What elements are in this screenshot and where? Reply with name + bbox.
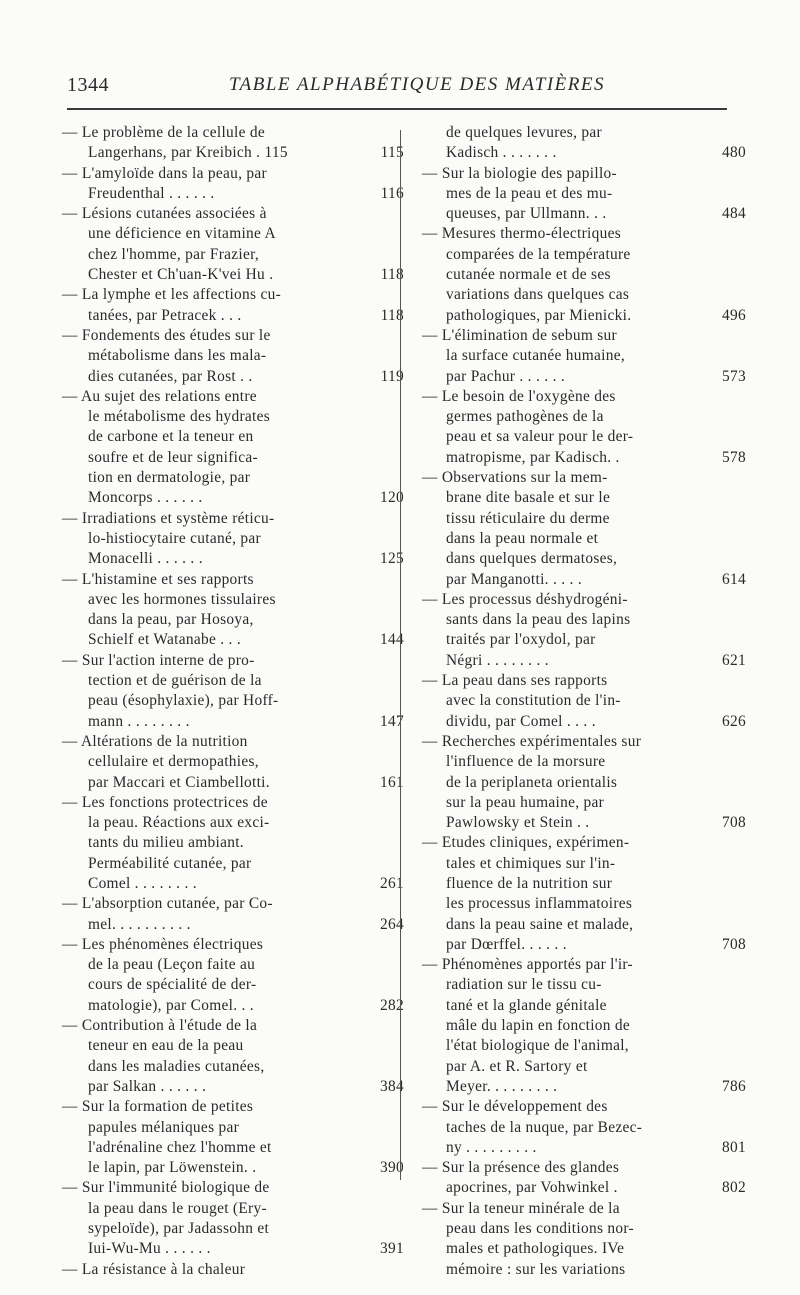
entry-line: mes de la peau et des mu- (446, 184, 613, 202)
entry-line: — Etudes cliniques, expérimen- (422, 834, 630, 852)
index-entry (62, 894, 404, 935)
entry-line: l'influence de la morsure (446, 753, 606, 771)
index-entry (62, 570, 404, 651)
page-reference: 614 (722, 570, 746, 588)
page-reference: 621 (722, 651, 746, 669)
index-entry (62, 326, 404, 387)
entry-line: queuses, par Ullmann. . . 484 (422, 204, 742, 224)
entry-line: peau (ésophylaxie), par Hoff- (88, 692, 279, 710)
page-reference: 119 (380, 367, 404, 385)
index-entry (62, 285, 404, 326)
entry-line: — Fondements des études sur le (62, 326, 271, 344)
entry-line: mémoire : sur les variations (446, 1260, 626, 1278)
page-reference: 264 (380, 915, 404, 933)
index-entry (422, 468, 746, 590)
entry-line: par A. et R. Sartory et (446, 1057, 588, 1075)
entry-line: — Les phénomènes électriques (62, 935, 264, 953)
entry-line: une déficience en vitamine A (88, 225, 276, 243)
page-reference: 626 (722, 712, 746, 730)
entry-line: le lapin, par Löwenstein. . 390 (62, 1158, 392, 1178)
entry-line: — L'histamine et ses rapports (62, 570, 254, 588)
entry-line: dans la peau saine et malade, (446, 915, 634, 933)
entry-line: — Sur l'action interne de pro- (62, 651, 255, 669)
entry-line: par Pachur . . . . . . 573 (422, 367, 742, 387)
entry-line: Comel . . . . . . . . 261 (62, 874, 392, 894)
entry-line: par Maccari et Ciambellotti. 161 (62, 773, 392, 793)
entry-line: Perméabilité cutanée, par (88, 854, 252, 872)
index-entry (422, 671, 746, 732)
entry-line: métabolisme dans les mala- (88, 347, 267, 365)
entry-line: Langerhans, par Kreibich . 115 115 (62, 143, 392, 163)
index-entry (422, 1199, 742, 1280)
page-reference: 282 (380, 996, 404, 1014)
entry-line: variations dans quelques cas (446, 286, 630, 304)
entry-line: — L'élimination de sebum sur (422, 326, 617, 344)
entry-line: l'adrénaline chez l'homme et (88, 1138, 272, 1156)
index-entry (62, 1016, 404, 1097)
entry-line: la surface cutanée humaine, (446, 347, 626, 365)
index-entry (62, 509, 404, 570)
index-entry (422, 1158, 746, 1199)
entry-line: — Au sujet des relations entre (62, 387, 257, 405)
page-reference: 786 (722, 1077, 746, 1095)
entry-line: tales et chimiques sur l'in- (446, 854, 616, 872)
page-reference: 496 (722, 306, 746, 324)
index-entry (62, 1097, 404, 1178)
entry-line: — Sur le développement des (422, 1098, 608, 1116)
entry-line: dans les maladies cutanées, (88, 1057, 265, 1075)
entry-line: traités par l'oxydol, par (446, 631, 596, 649)
entry-line: Iui-Wu-Mu . . . . . . 391 (62, 1239, 392, 1259)
entry-line: soufre et de leur significa- (88, 448, 258, 466)
entry-line: peau et sa valeur pour le der- (446, 428, 634, 446)
entry-line: tanées, par Petracek . . . 118 (62, 306, 392, 326)
entry-line: dans la peau normale et (446, 529, 599, 547)
entry-line: — Sur la biologie des papillo- (422, 164, 617, 182)
entry-line: sypeloïde), par Jadassohn et (88, 1220, 270, 1238)
entry-line: mel. . . . . . . . . . 264 (62, 915, 392, 935)
entry-line: — La peau dans ses rapports (422, 672, 608, 690)
entry-line: tion en dermatologie, par (88, 469, 251, 487)
entry-line: — Sur la présence des glandes (422, 1159, 620, 1177)
page-reference: 118 (380, 306, 404, 324)
entry-line: cellulaire et dermopathies, (88, 753, 259, 771)
entry-line: teneur en eau de la peau (88, 1037, 244, 1055)
entry-line: males et pathologiques. IVe (446, 1240, 625, 1258)
page-reference: 573 (722, 367, 746, 385)
index-entry (422, 955, 746, 1097)
entry-line: — La lymphe et les affections cu- (62, 286, 282, 304)
entry-line: dividu, par Comel . . . . 626 (422, 712, 742, 732)
entry-line: mâle du lapin en fonction de (446, 1017, 631, 1035)
entry-line: pathologiques, par Mienicki. 496 (422, 306, 742, 326)
index-entry (62, 164, 404, 205)
entry-line: Meyer. . . . . . . . . 786 (422, 1077, 742, 1097)
entry-line: Pawlowsky et Stein . . 708 (422, 813, 742, 833)
index-entry (62, 1178, 404, 1259)
entry-line: par Dœrffel. . . . . . 708 (422, 935, 742, 955)
entry-line: — Sur l'immunité biologique de (62, 1179, 270, 1197)
entry-line: — Recherches expérimentales sur (422, 732, 642, 750)
page-reference: 116 (380, 184, 404, 202)
index-entry (422, 123, 746, 164)
index-entry (422, 326, 746, 387)
index-entry (422, 833, 746, 955)
entry-line: sur la peau humaine, par (446, 793, 605, 811)
entry-line: Moncorps . . . . . . 120 (62, 488, 392, 508)
left-column (62, 123, 404, 1280)
entry-line: mann . . . . . . . . 147 (62, 712, 392, 732)
index-entry (422, 732, 746, 833)
entry-line: matropisme, par Kadisch. . 578 (422, 448, 742, 468)
entry-line: ny . . . . . . . . . 801 (422, 1138, 742, 1158)
entry-line: — Les processus déshydrogéni- (422, 590, 628, 608)
entry-line: cutanée normale et de ses (446, 266, 611, 284)
page-reference: 708 (722, 814, 746, 832)
entry-line: dans la peau, par Hosoya, (88, 611, 254, 629)
entry-line: germes pathogènes de la (446, 408, 604, 426)
entry-line: la peau. Réactions aux exci- (88, 814, 270, 832)
entry-line: — Les fonctions protectrices de (62, 793, 268, 811)
right-column (422, 123, 746, 1280)
entry-line: — Le problème de la cellule de (62, 124, 266, 141)
entry-line: — L'absorption cutanée, par Co- (62, 895, 273, 913)
entry-line: de quelques levures, par (446, 124, 602, 141)
entry-line: Négri . . . . . . . . 621 (422, 651, 742, 671)
entry-line: brane dite basale et sur le (446, 489, 611, 507)
entry-line: le métabolisme des hydrates (88, 408, 271, 426)
entry-line: de la peau (Leçon faite au (88, 956, 256, 974)
index-entry (422, 1097, 746, 1158)
header-rule (67, 108, 727, 110)
page-reference: 144 (380, 631, 404, 649)
entry-line: matologie), par Comel. . . 282 (62, 996, 392, 1016)
page-reference: 261 (380, 874, 404, 892)
entry-line: — Irradiations et système réticu- (62, 509, 275, 527)
entry-line: — Contribution à l'étude de la (62, 1017, 258, 1035)
index-entry (62, 1260, 392, 1280)
index-entry (422, 590, 746, 671)
page-reference: 120 (380, 489, 404, 507)
entry-line: — Observations sur la mem- (422, 469, 608, 487)
entry-line: chez l'homme, par Frazier, (88, 245, 260, 263)
entry-line: l'état biologique de l'animal, (446, 1037, 629, 1055)
entry-line: radiation sur le tissu cu- (446, 976, 602, 994)
page-reference: 802 (722, 1179, 746, 1197)
entry-line: papules mélaniques par (88, 1118, 240, 1136)
entry-line: les processus inflammatoires (446, 895, 633, 913)
entry-line: — L'amyloïde dans la peau, par (62, 164, 267, 182)
entry-line: tané et la glande génitale (446, 996, 607, 1014)
index-entry (62, 204, 404, 285)
entry-line: dans quelques dermatoses, (446, 550, 618, 568)
entry-line: avec les hormones tissulaires (88, 590, 276, 608)
page-header (67, 74, 727, 104)
page-reference: 118 (380, 266, 404, 284)
index-entry (62, 793, 404, 894)
index-entry (62, 651, 404, 732)
entry-line: taches de la nuque, par Bezec- (446, 1118, 643, 1136)
entry-line: tissu réticulaire du derme (446, 509, 610, 527)
page-reference: 391 (380, 1240, 404, 1258)
entry-line: par Manganotti. . . . . 614 (422, 570, 742, 590)
entry-line: — Sur la teneur minérale de la (422, 1199, 620, 1217)
page-reference: 115 (380, 144, 404, 162)
entry-line: Kadisch . . . . . . . 480 (422, 143, 742, 163)
entry-line: tection et de guérison de la (88, 672, 262, 690)
entry-line: — La résistance à la chaleur (62, 1260, 246, 1278)
page-reference: 125 (380, 550, 404, 568)
page-reference: 161 (380, 773, 404, 791)
page-reference: 484 (722, 205, 746, 223)
entry-line: — Phénomènes apportés par l'ir- (422, 956, 633, 974)
entry-line: Freudenthal . . . . . . 116 (62, 184, 392, 204)
index-entry (62, 732, 404, 793)
entry-line: fluence de la nutrition sur (446, 874, 613, 892)
entry-line: de la periplaneta orientalis (446, 773, 618, 791)
index-entry (62, 123, 404, 164)
entry-line: lo-histiocytaire cutané, par (88, 529, 261, 547)
entry-line: peau dans les conditions nor- (446, 1220, 634, 1238)
entry-line: avec la constitution de l'in- (446, 692, 621, 710)
column-divider (400, 130, 401, 1180)
entry-line: — Sur la formation de petites (62, 1098, 254, 1116)
page-reference: 147 (380, 712, 404, 730)
index-entry (62, 935, 404, 1016)
entry-line: Chester et Ch'uan-K'vei Hu . 118 (62, 265, 392, 285)
entry-line: Schielf et Watanabe . . . 144 (62, 630, 392, 650)
entry-line: apocrines, par Vohwinkel . 802 (422, 1178, 742, 1198)
entry-line: sants dans la peau des lapins (446, 611, 631, 629)
page-reference: 801 (722, 1138, 746, 1156)
entry-line: Monacelli . . . . . . 125 (62, 549, 392, 569)
page-reference: 480 (722, 144, 746, 162)
entry-line: la peau dans le rouget (Ery- (88, 1199, 267, 1217)
page-reference: 578 (722, 448, 746, 466)
page-reference: 384 (380, 1077, 404, 1095)
page-reference: 390 (380, 1159, 404, 1177)
page-number: 1344 (67, 74, 109, 96)
entry-line: de carbone et la teneur en (88, 428, 254, 446)
index-entry (62, 387, 404, 509)
entry-line: — Altérations de la nutrition (62, 732, 248, 750)
index-entry (422, 387, 746, 468)
index-entry (422, 164, 746, 225)
index-entry (422, 224, 746, 325)
entry-line: cours de spécialité de der- (88, 976, 257, 994)
entry-line: tants du milieu ambiant. (88, 834, 244, 852)
running-title: TABLE ALPHABÉTIQUE DES MATIÈRES (229, 74, 605, 95)
entry-line: — Le besoin de l'oxygène des (422, 387, 616, 405)
entry-line: par Salkan . . . . . . 384 (62, 1077, 392, 1097)
entry-line: — Lésions cutanées associées à (62, 205, 267, 223)
entry-line: — Mesures thermo-électriques (422, 225, 622, 243)
entry-line: comparées de la température (446, 245, 631, 263)
entry-line: dies cutanées, par Rost . . 119 (62, 367, 392, 387)
page-reference: 708 (722, 935, 746, 953)
